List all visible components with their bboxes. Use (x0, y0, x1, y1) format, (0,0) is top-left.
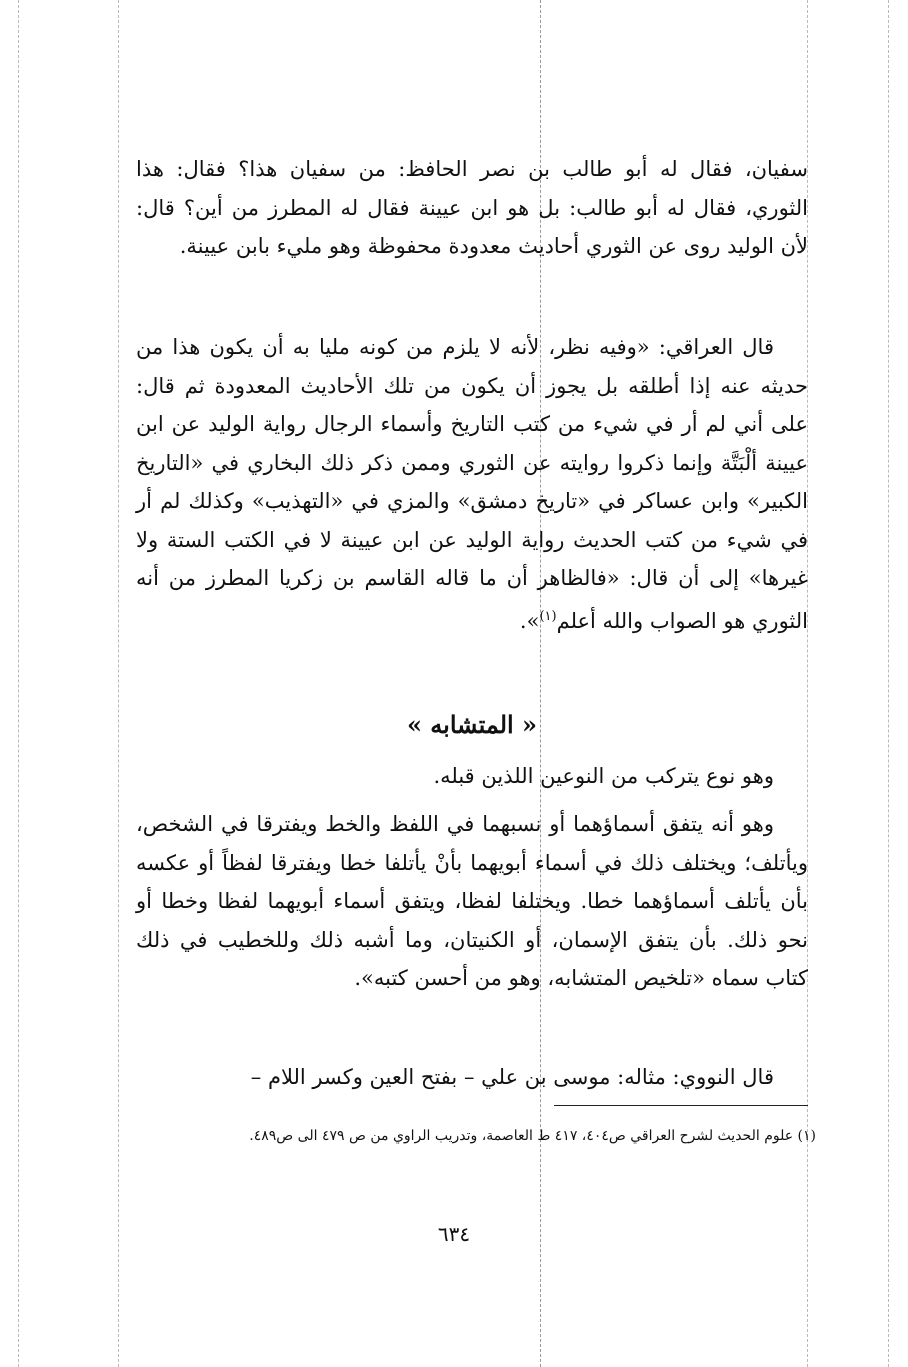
paragraph-1: سفيان، فقال له أبو طالب بن نصر الحافظ: من سفيان هذا؟ فقال: هذا الثوري، فقال له أبو طالب: بل هو ابن عيينة فقال له المطرز من أين؟ قال: لأن الوليد روى عن الثوري أحاديث معدودة محفوظة وهو مليء بابن عيينة. (136, 157, 808, 258)
scan-guide-line (118, 0, 119, 1367)
scan-guide-line (18, 0, 19, 1367)
footnote: (١) علوم الحديث لشرح العراقي ص٤٠٤، ٤١٧ ط العاصمة، وتدريب الراوي من ص ٤٧٩ الى ص٤٨٩. (249, 1128, 816, 1144)
paragraph-2-end: ». (519, 608, 540, 633)
paragraph-3: وهو نوع يتركب من النوعين اللذين قبله. (433, 764, 774, 788)
paragraph-5: قال النووي: مثاله: موسى بن علي – بفتح العين وكسر اللام – (250, 1065, 774, 1089)
footnote-divider (554, 1105, 808, 1106)
scan-guide-line (888, 0, 889, 1367)
paragraph-2-text: قال العراقي: «وفيه نظر، لأنه لا يلزم من كونه مليا به أن يكون هذا من حديثه عنه إذا أطلقه بل يجوز أن يكون من تلك الأحاديث المعدودة ثم قال: على أني لم أر في شيء من كتب التاريخ وأسماء الرجال رواية الوليد عن ابن عيينة ألْبَتَّة وإنما ذكروا روايته عن الثوري وممن ذكر ذلك البخاري في «التاريخ الكبير» وابن عساكر في «تاريخ دمشق» والمزي في «التهذيب» وكذلك لم أر في شيء من كتب الحديث رواية الوليد عن ابن عيينة لا في الكتب الستة ولا غيرها» إلى أن قال: «فالظاهر أن ما قاله القاسم بن زكريا المطرز من أنه الثوري هو الصواب والله أعلم (136, 335, 808, 633)
footnote-reference: (١) (539, 608, 557, 624)
paragraph-4: وهو أنه يتفق أسماؤهما أو نسبهما في اللفظ والخط ويفترقا في الشخص، ويأتلف؛ ويختلف ذلك في أسماء أبويهما بأنْ يأتلفا خطا ويفترقا لفظاً أو عكسه بأن يأتلف أسماؤهما خطا. ويختلفا لفظا، ويتفق أسماء أبويهما لفظا وخطا أو نحو ذلك. بأن يتفق الإسمان، أو الكنيتان، وما أشبه ذلك وللخطيب في ذلك كتاب سماه «تلخيص المتشابه، وهو من أحسن كتبه». (136, 812, 808, 990)
page-number: ٦٣٤ (437, 1222, 471, 1246)
section-heading: « المتشابه » (406, 710, 538, 739)
paragraph-2 (136, 328, 808, 640)
